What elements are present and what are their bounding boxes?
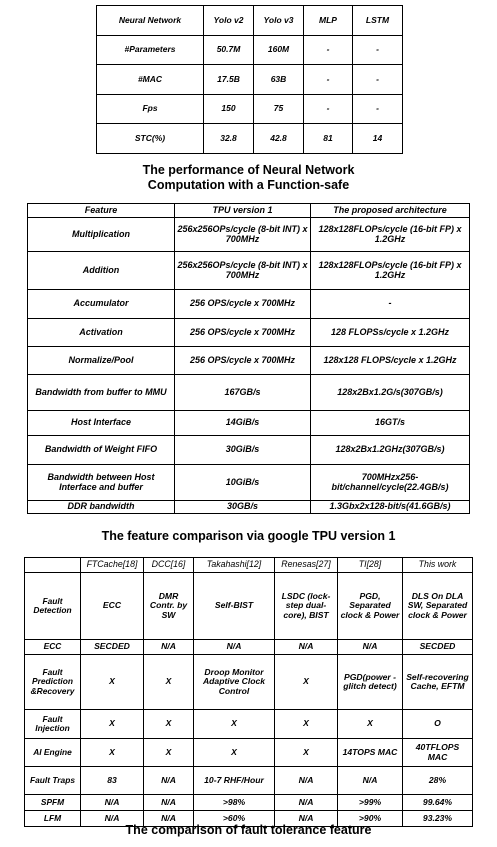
table-cell: 160M [254, 35, 304, 65]
table-cell: N/A [275, 767, 338, 795]
table-row [97, 94, 403, 124]
table-cell: 14 [353, 124, 403, 154]
row-header: Fps [97, 94, 204, 124]
row-header: SPFM [25, 795, 81, 811]
table-cell: - [304, 65, 353, 95]
column-header: FTCache[18] [81, 558, 144, 573]
table-row [28, 411, 470, 436]
table-header-row [25, 558, 473, 573]
row-header: Fault Traps [25, 767, 81, 795]
table-cell: >60% [194, 811, 275, 827]
caption-line: Computation with a Function-safe [147, 178, 350, 193]
table-cell: X [81, 739, 144, 767]
table-cell: 256 OPS/cycle x 700MHz [175, 319, 311, 347]
table-row [25, 573, 473, 640]
table-row [28, 465, 470, 501]
table-cell: X [81, 655, 144, 710]
table-cell: 30GB/s [175, 501, 311, 514]
table-cell: 128x2Bx1.2G/s(307GB/s) [311, 375, 470, 411]
table-cell: Self-BIST [194, 573, 275, 640]
table2-caption: The feature comparison via google TPU version 1 [101, 529, 396, 543]
table-cell: 256x256OPs/cycle (8-bit INT) x 700MHz [175, 218, 311, 252]
table-cell: - [311, 290, 470, 319]
column-header: MLP [304, 6, 353, 36]
table-cell: >98% [194, 795, 275, 811]
table-cell: 99.64% [403, 795, 473, 811]
table-row [28, 375, 470, 411]
table-cell: 128x2Bx1.2GHz(307GB/s) [311, 436, 470, 465]
table-cell: 93.23% [403, 811, 473, 827]
table-cell: X [275, 739, 338, 767]
table-cell: - [353, 65, 403, 95]
table-cell: X [338, 710, 403, 739]
table-cell: N/A [275, 640, 338, 655]
table-row [25, 710, 473, 739]
table-cell: 700MHzx256-bit/channel/cycle(22.4GB/s) [311, 465, 470, 501]
row-header: Host Interface [28, 411, 175, 436]
table-row [28, 252, 470, 290]
table-cell: 83 [81, 767, 144, 795]
table-cell: >90% [338, 811, 403, 827]
table-cell: 128x128FLOPs/cycle (16-bit FP) x 1.2GHz [311, 218, 470, 252]
tpu-feature-comparison-table [27, 203, 470, 514]
table-cell: X [144, 710, 194, 739]
column-header: Renesas[27] [275, 558, 338, 573]
table-cell: X [275, 655, 338, 710]
table-row [97, 65, 403, 95]
table-cell: N/A [81, 795, 144, 811]
table-row [28, 347, 470, 375]
row-header: Activation [28, 319, 175, 347]
row-header: STC(%) [97, 124, 204, 154]
table-cell: N/A [81, 811, 144, 827]
column-header: Takahashi[12] [194, 558, 275, 573]
table-cell: 28% [403, 767, 473, 795]
table-cell: X [194, 710, 275, 739]
table-cell: N/A [144, 811, 194, 827]
table-cell: LSDC (lock-step dual-core), BIST [275, 573, 338, 640]
table-cell: ECC [81, 573, 144, 640]
table-cell: 256 OPS/cycle x 700MHz [175, 290, 311, 319]
table-cell: N/A [144, 795, 194, 811]
table-cell: 40TFLOPS MAC [403, 739, 473, 767]
table-cell: 128x128 FLOPS/cycle x 1.2GHz [311, 347, 470, 375]
table-cell: PGD, Separated clock & Power [338, 573, 403, 640]
table-cell: 128x128FLOPs/cycle (16-bit FP) x 1.2GHz [311, 252, 470, 290]
column-header: Yolo v2 [204, 6, 254, 36]
table-cell: DLS On DLA SW, Separated clock & Power [403, 573, 473, 640]
table-cell: N/A [338, 640, 403, 655]
row-header: Addition [28, 252, 175, 290]
table-cell: 50.7M [204, 35, 254, 65]
table-row [28, 290, 470, 319]
table-row [28, 218, 470, 252]
row-header: #MAC [97, 65, 204, 95]
table-cell: DMR Contr. by SW [144, 573, 194, 640]
table-cell: 1.3Gbx2x128-bit/s(41.6GB/s) [311, 501, 470, 514]
table-cell: 167GB/s [175, 375, 311, 411]
table-cell: 81 [304, 124, 353, 154]
column-header: TI[28] [338, 558, 403, 573]
table-cell: 10GiB/s [175, 465, 311, 501]
table-header-row [97, 6, 403, 36]
row-header: Multiplication [28, 218, 175, 252]
table-cell: N/A [275, 795, 338, 811]
table-cell: Droop Monitor Adaptive Clock Control [194, 655, 275, 710]
column-header: TPU version 1 [175, 204, 311, 218]
table-cell: 42.8 [254, 124, 304, 154]
table-cell: 14GiB/s [175, 411, 311, 436]
table-cell: PGD(power -glitch detect) [338, 655, 403, 710]
table-cell: X [275, 710, 338, 739]
table3-caption: The comparison of fault tolerance feature [125, 823, 372, 837]
row-header: Bandwidth from buffer to MMU [28, 375, 175, 411]
table-cell: SECDED [403, 640, 473, 655]
table-cell: >99% [338, 795, 403, 811]
table-row [28, 436, 470, 465]
column-header: Yolo v3 [254, 6, 304, 36]
table-cell: Self-recovering Cache, EFTM [403, 655, 473, 710]
table-row [28, 319, 470, 347]
fault-tolerance-comparison-table [24, 557, 473, 827]
row-header: Bandwidth between Host Interface and buffer [28, 465, 175, 501]
nn-performance-table [96, 5, 403, 154]
table-cell: 150 [204, 94, 254, 124]
table-cell: X [194, 739, 275, 767]
table-row [25, 795, 473, 811]
table-cell: 17.5B [204, 65, 254, 95]
table-cell: 14TOPS MAC [338, 739, 403, 767]
table-cell: 128 FLOPSs/cycle x 1.2GHz [311, 319, 470, 347]
table-row [25, 739, 473, 767]
row-header: #Parameters [97, 35, 204, 65]
row-header: Bandwidth of Weight FIFO [28, 436, 175, 465]
column-header: LSTM [353, 6, 403, 36]
table-row [28, 501, 470, 514]
table-cell: 30GiB/s [175, 436, 311, 465]
row-header: Accumulator [28, 290, 175, 319]
table-cell: 10-7 RHF/Hour [194, 767, 275, 795]
table-cell: - [304, 35, 353, 65]
table-row [25, 640, 473, 655]
row-header: Fault Prediction &Recovery [25, 655, 81, 710]
table-cell: - [304, 94, 353, 124]
column-header: Neural Network [97, 6, 204, 36]
caption-line: The performance of Neural Network [142, 163, 355, 177]
table-header-row [28, 204, 470, 218]
table-cell: - [353, 94, 403, 124]
table-row [97, 124, 403, 154]
table-row [97, 35, 403, 65]
table-cell: N/A [275, 811, 338, 827]
row-header: Fault Injection [25, 710, 81, 739]
column-header: The proposed architecture [311, 204, 470, 218]
table-row [25, 767, 473, 795]
column-header: DCC[16] [144, 558, 194, 573]
table1-caption [0, 163, 497, 194]
table-cell: N/A [338, 767, 403, 795]
row-header: Normalize/Pool [28, 347, 175, 375]
table-cell: 256x256OPs/cycle (8-bit INT) x 700MHz [175, 252, 311, 290]
row-header: AI Engine [25, 739, 81, 767]
row-header: LFM [25, 811, 81, 827]
row-header: Fault Detection [25, 573, 81, 640]
table-cell: N/A [144, 640, 194, 655]
table-cell: X [144, 655, 194, 710]
table-cell: 16GT/s [311, 411, 470, 436]
table-cell: SECDED [81, 640, 144, 655]
table-cell: X [81, 710, 144, 739]
row-header: ECC [25, 640, 81, 655]
row-header: DDR bandwidth [28, 501, 175, 514]
table-cell: 32.8 [204, 124, 254, 154]
table-cell: 63B [254, 65, 304, 95]
column-header [25, 558, 81, 573]
table-cell: N/A [194, 640, 275, 655]
table-cell: - [353, 35, 403, 65]
table-cell: N/A [144, 767, 194, 795]
table-cell: 256 OPS/cycle x 700MHz [175, 347, 311, 375]
table-cell: 75 [254, 94, 304, 124]
table-cell: X [144, 739, 194, 767]
column-header: Feature [28, 204, 175, 218]
table-row [25, 655, 473, 710]
column-header: This work [403, 558, 473, 573]
table-cell: O [403, 710, 473, 739]
